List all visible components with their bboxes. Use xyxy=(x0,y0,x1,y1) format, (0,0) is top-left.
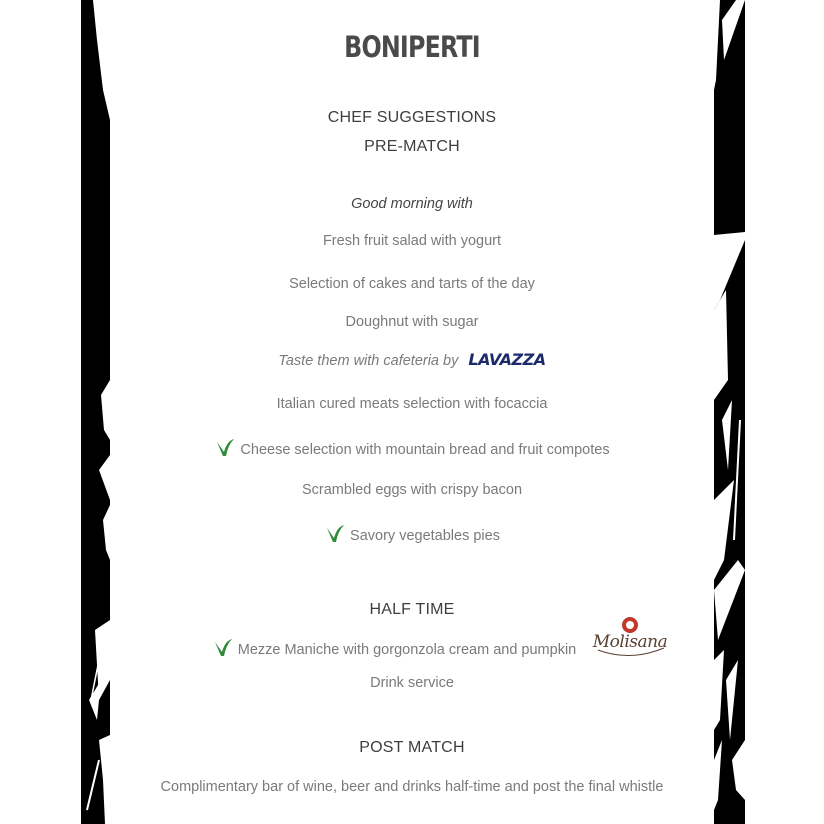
restaurant-name: BONIPERTI xyxy=(344,30,480,64)
lavazza-logo: LAVAZZA xyxy=(468,350,546,369)
coffee-text: Taste them with cafeteria by xyxy=(278,353,459,369)
left-decorative-stripe xyxy=(79,0,110,824)
coffee-line xyxy=(110,350,714,369)
menu-item-cakes: Selection of cakes and tarts of the day xyxy=(289,276,535,292)
vegetarian-leaf-icon xyxy=(212,636,234,662)
vegetarian-leaf-icon xyxy=(214,436,236,462)
molisana-brand-text: Molisana xyxy=(592,632,668,652)
menu-item-complimentary-bar: Complimentary bar of wine, beer and drinks half-time and post the final whistle xyxy=(160,779,664,795)
post-match-heading: POST MATCH xyxy=(359,739,465,756)
menu-item-eggs: Scrambled eggs with crispy bacon xyxy=(301,482,523,498)
menu-item-drink-service: Drink service xyxy=(370,675,454,691)
menu-item-cured-meats: Italian cured meats selection with focaccia xyxy=(276,396,548,412)
good-morning-intro: Good morning with xyxy=(351,196,473,212)
vegetarian-leaf-icon xyxy=(324,522,346,548)
pre-match-heading: PRE-MATCH xyxy=(364,138,460,155)
la-molisana-logo xyxy=(590,612,670,664)
cheese-text: Cheese selection with mountain bread and fruit compotes xyxy=(240,442,610,458)
menu-item-cheese xyxy=(110,436,714,462)
chef-suggestions-heading: CHEF SUGGESTIONS xyxy=(327,109,497,126)
right-decorative-stripe xyxy=(714,0,745,824)
pies-text: Savory vegetables pies xyxy=(350,528,500,544)
menu-item-doughnut: Doughnut with sugar xyxy=(345,314,479,330)
menu-content xyxy=(110,0,714,824)
menu-item-pies xyxy=(110,522,714,548)
mezze-maniche-text: Mezze Maniche with gorgonzola cream and pumpkin xyxy=(237,642,577,658)
half-time-heading: HALF TIME xyxy=(369,601,455,618)
menu-item-fruit-salad: Fresh fruit salad with yogurt xyxy=(322,233,502,249)
